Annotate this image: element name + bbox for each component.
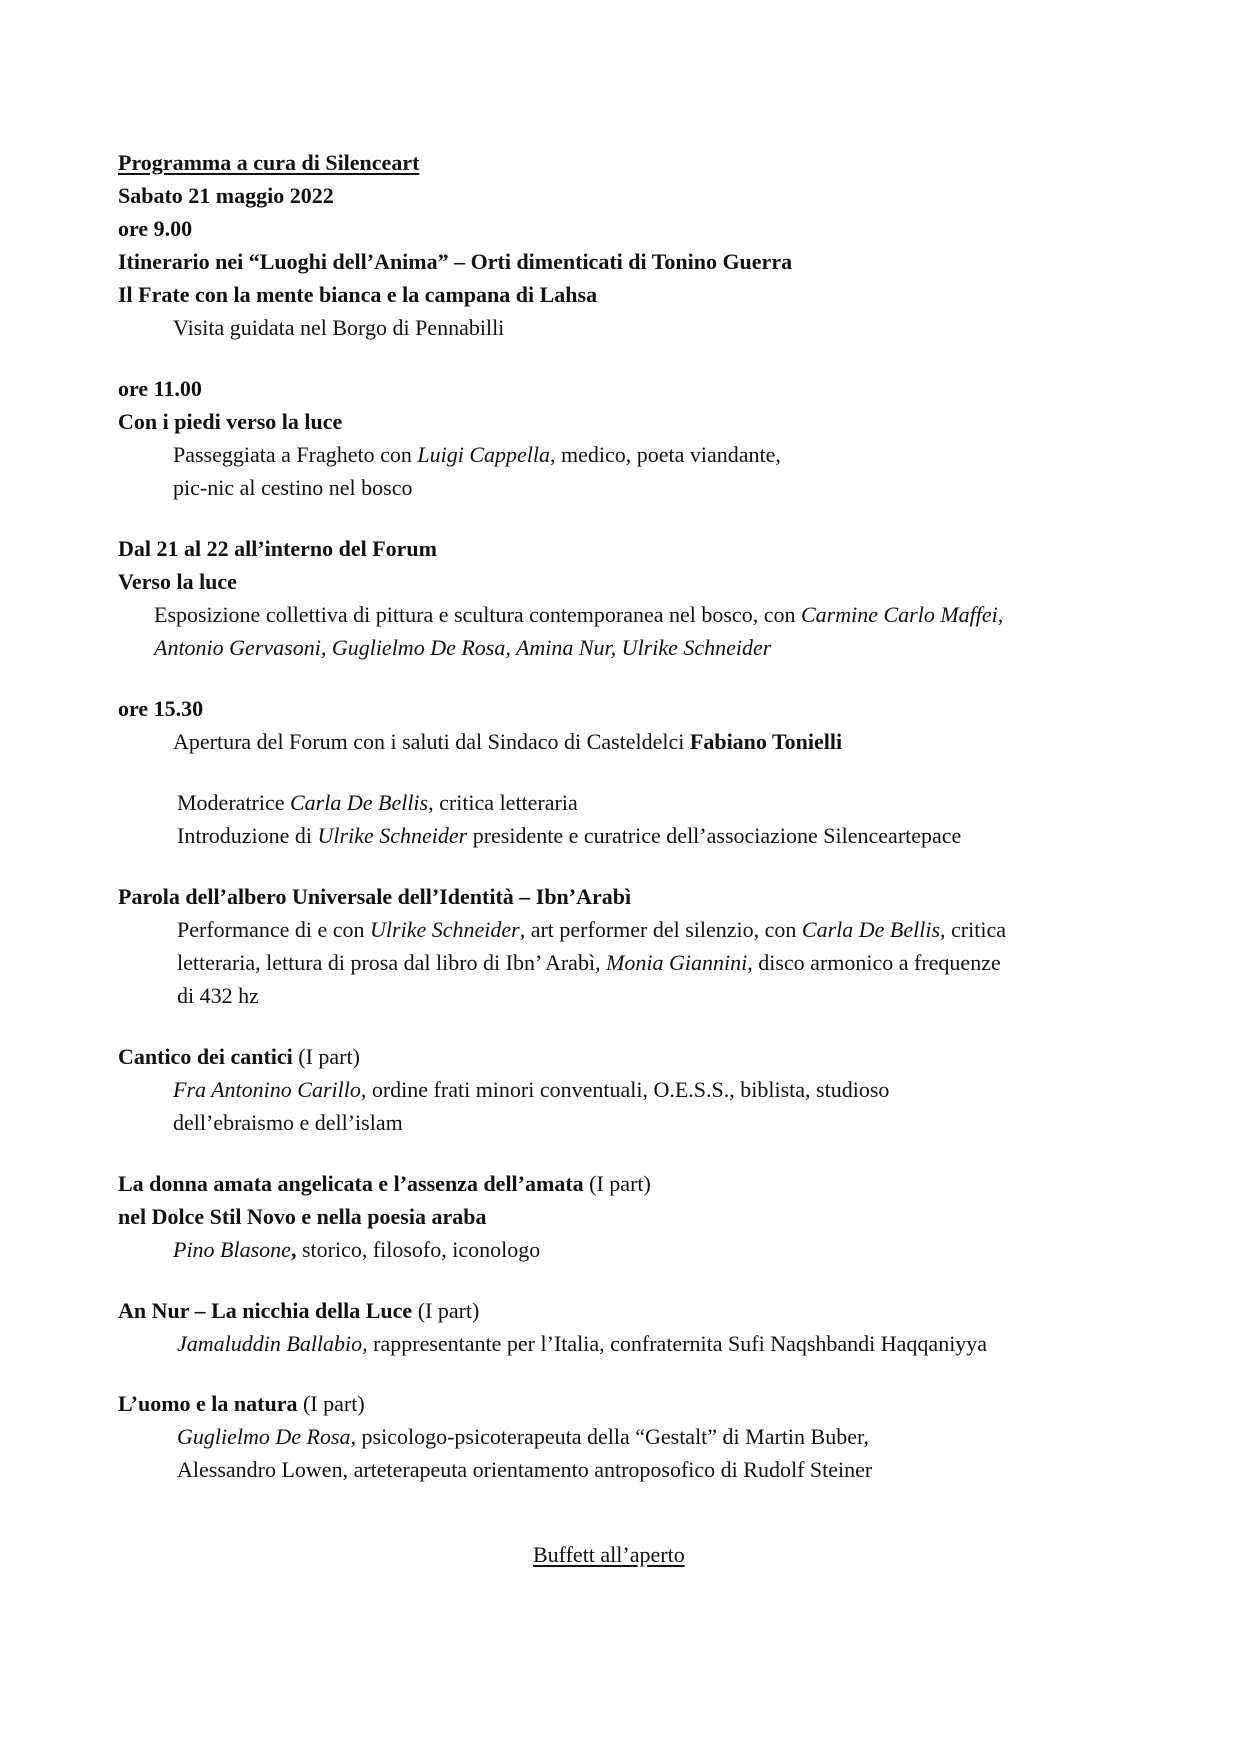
exhibition-description-line1: Esposizione collettiva di pittura e scultura contemporanea nel bosco, con Carmine Carlo Maffei, — [154, 602, 1004, 627]
itinerary-description: Visita guidata nel Borgo di Pennabilli — [173, 315, 505, 340]
walk-description-line2: pic-nic al cestino nel bosco — [173, 475, 413, 500]
an-nur-title: An Nur – La nicchia della Luce (I part) — [118, 1298, 480, 1323]
performance-description-line1: Performance di e con Ulrike Schneider, art performer del silenzio, con Carla De Bellis, critica — [177, 917, 1006, 942]
exhibition-title: Verso la luce — [118, 569, 237, 594]
an-nur-speaker: Jamaluddin Ballabio, rappresentante per l’Italia, confraternita Sufi Naqshbandi Haqqaniyya — [177, 1331, 988, 1356]
itinerary-title: Itinerario nei “Luoghi dell’Anima” – Orti dimenticati di Tonino Guerra — [118, 249, 793, 274]
uomo-natura-speaker-line1: Guglielmo De Rosa, psicologo-psicoterapeuta della “Gestalt” di Martin Buber, — [177, 1424, 869, 1449]
cantico-description-line1: Fra Antonino Carillo, ordine frati minori conventuali, O.E.S.S., biblista, studioso — [173, 1077, 890, 1102]
donna-amata-speaker: Pino Blasone, storico, filosofo, iconologo — [173, 1237, 541, 1262]
time-9: ore 9.00 — [118, 216, 193, 241]
performance-title: Parola dell’albero Universale dell’Identità – Ibn’Arabì — [118, 884, 632, 909]
introduction-line: Introduzione di Ulrike Schneider presidente e curatrice dell’associazione Silenceartepace — [177, 823, 962, 848]
cantico-title: Cantico dei cantici (I part) — [118, 1044, 360, 1069]
moderator-line: Moderatrice Carla De Bellis, critica letteraria — [177, 790, 578, 815]
time-15-30: ore 15.30 — [118, 696, 204, 721]
forum-opening: Apertura del Forum con i saluti dal Sindaco di Casteldelci Fabiano Tonielli — [173, 729, 843, 754]
donna-amata-subtitle: nel Dolce Stil Novo e nella poesia araba — [118, 1204, 487, 1229]
walk-title: Con i piedi verso la luce — [118, 409, 343, 434]
donna-amata-title: La donna amata angelicata e l’assenza dell’amata (I part) — [118, 1171, 651, 1196]
time-11: ore 11.00 — [118, 376, 202, 401]
itinerary-subtitle: Il Frate con la mente bianca e la campana di Lahsa — [118, 282, 598, 307]
program-title: Programma a cura di Silenceart — [118, 150, 420, 175]
exhibition-artists: Antonio Gervasoni, Guglielmo De Rosa, Amina Nur, Ulrike Schneider — [154, 635, 772, 660]
buffet-note: Buffett all’aperto — [533, 1542, 685, 1567]
performance-description-line2: letteraria, lettura di prosa dal libro di Ibn’ Arabì, Monia Giannini, disco armonico a frequenze — [177, 950, 1001, 975]
uomo-natura-title: L’uomo e la natura (I part) — [118, 1391, 365, 1416]
walk-description-line1: Passeggiata a Fragheto con Luigi Cappella, medico, poeta viandante, — [173, 442, 781, 467]
performance-description-line3: di 432 hz — [177, 983, 259, 1008]
forum-period: Dal 21 al 22 all’interno del Forum — [118, 536, 437, 561]
program-date: Sabato 21 maggio 2022 — [118, 183, 334, 208]
cantico-description-line2: dell’ebraismo e dell’islam — [173, 1110, 403, 1135]
uomo-natura-speaker-line2: Alessandro Lowen, arteterapeuta orientamento antroposofico di Rudolf Steiner — [177, 1457, 873, 1482]
